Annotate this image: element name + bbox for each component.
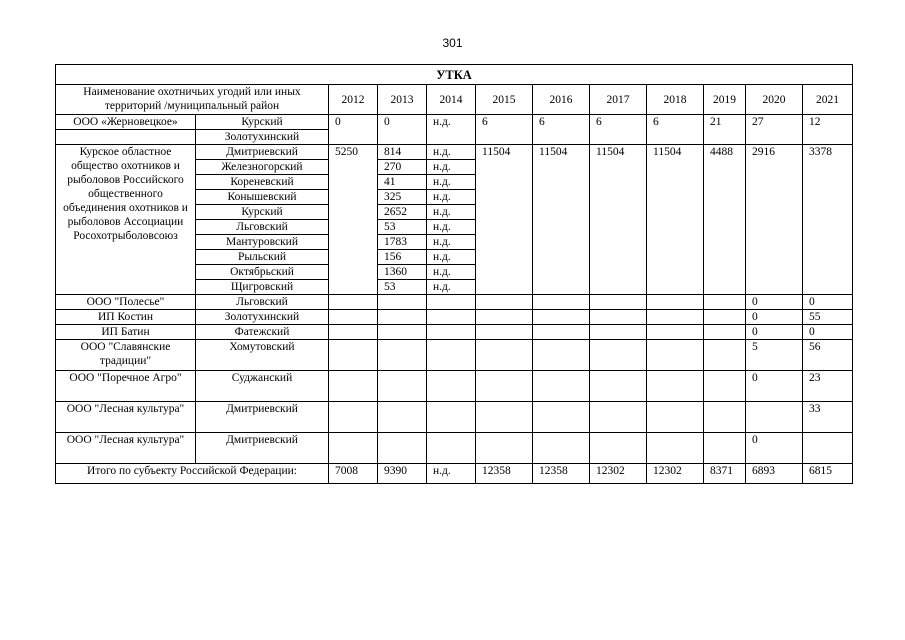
empty-cell — [533, 433, 590, 464]
district-name: Суджанский — [196, 371, 329, 402]
empty-cell — [533, 325, 590, 340]
empty-cell — [427, 402, 476, 433]
total-value: 12302 — [647, 464, 704, 484]
empty-cell — [704, 295, 746, 310]
empty-cell — [476, 402, 533, 433]
page-number: 301 — [442, 36, 463, 50]
table-row — [56, 371, 853, 402]
district-name: Дмитриевский — [196, 402, 329, 433]
value-cell: 33 — [803, 402, 853, 433]
empty-cell — [476, 295, 533, 310]
empty-cell — [378, 325, 427, 340]
value-cell: н.д. — [427, 220, 476, 235]
org-name: ООО "Лесная культура" — [56, 433, 196, 464]
value-cell: 1360 — [378, 265, 427, 280]
empty-cell — [476, 325, 533, 340]
empty-cell — [590, 371, 647, 402]
empty-cell — [329, 402, 378, 433]
empty-cell — [704, 371, 746, 402]
empty-cell — [533, 295, 590, 310]
empty-cell — [704, 325, 746, 340]
empty-cell — [427, 295, 476, 310]
empty-cell — [378, 402, 427, 433]
district-name: Золотухинский — [196, 130, 329, 145]
header-year-2016: 2016 — [533, 85, 590, 115]
empty-cell — [590, 340, 647, 371]
empty-cell — [704, 402, 746, 433]
value-cell: н.д. — [427, 205, 476, 220]
value-cell: 6 — [647, 115, 704, 145]
value-cell: н.д. — [427, 265, 476, 280]
total-value: 6893 — [746, 464, 803, 484]
value-cell: н.д. — [427, 145, 476, 160]
empty-cell — [329, 433, 378, 464]
value-cell: 4488 — [704, 145, 746, 295]
empty-cell — [647, 310, 704, 325]
empty-cell — [329, 340, 378, 371]
value-cell: 27 — [746, 115, 803, 145]
value-cell: 6 — [533, 115, 590, 145]
empty-cell — [476, 340, 533, 371]
empty-cell — [427, 340, 476, 371]
district-name: Железногорский — [196, 160, 329, 175]
value-cell: н.д. — [427, 160, 476, 175]
value-cell: 11504 — [476, 145, 533, 295]
duck-data-table — [55, 64, 853, 484]
value-cell: 41 — [378, 175, 427, 190]
value-cell: 11504 — [647, 145, 704, 295]
value-cell: 53 — [378, 220, 427, 235]
value-cell: 270 — [378, 160, 427, 175]
value-cell: 0 — [746, 325, 803, 340]
table-row — [56, 115, 853, 130]
district-name: Хомутовский — [196, 340, 329, 371]
empty-cell — [329, 371, 378, 402]
org-name: Курское областное общество охотников и рыболовов Российского общественного объединения охотников и рыболовов Ассоциации Росохотрыболовсоюз — [56, 145, 196, 295]
value-cell: 2652 — [378, 205, 427, 220]
table-row — [56, 325, 853, 340]
value-cell: н.д. — [427, 250, 476, 265]
header-year-2014: 2014 — [427, 85, 476, 115]
value-cell: н.д. — [427, 115, 476, 145]
value-cell: 0 — [746, 371, 803, 402]
value-cell: 2916 — [746, 145, 803, 295]
empty-cell — [427, 325, 476, 340]
district-name: Мантуровский — [196, 235, 329, 250]
value-cell: 3378 — [803, 145, 853, 295]
org-name-empty — [56, 130, 196, 145]
org-name: ООО "Поречное Агро" — [56, 371, 196, 402]
header-year-2021: 2021 — [803, 85, 853, 115]
org-name: ООО "Полесье" — [56, 295, 196, 310]
empty-cell — [378, 433, 427, 464]
value-cell: 11504 — [533, 145, 590, 295]
org-name: ИП Костин — [56, 310, 196, 325]
empty-cell — [590, 433, 647, 464]
empty-cell — [378, 340, 427, 371]
value-cell: 0 — [803, 325, 853, 340]
total-value: 9390 — [378, 464, 427, 484]
table-row — [56, 310, 853, 325]
value-cell: 5 — [746, 340, 803, 371]
total-value: н.д. — [427, 464, 476, 484]
empty-cell — [476, 371, 533, 402]
empty-cell — [590, 402, 647, 433]
value-cell — [746, 402, 803, 433]
value-cell: 325 — [378, 190, 427, 205]
empty-cell — [378, 295, 427, 310]
table-row — [56, 145, 853, 160]
empty-cell — [647, 402, 704, 433]
empty-cell — [476, 433, 533, 464]
value-cell — [803, 433, 853, 464]
value-cell: н.д. — [427, 175, 476, 190]
empty-cell — [647, 433, 704, 464]
org-name: ООО "Лесная культура" — [56, 402, 196, 433]
empty-cell — [378, 310, 427, 325]
total-value: 12358 — [533, 464, 590, 484]
empty-cell — [476, 310, 533, 325]
table-title: УТКА — [56, 65, 853, 85]
district-name: Фатежский — [196, 325, 329, 340]
total-value: 12358 — [476, 464, 533, 484]
value-cell: 0 — [803, 295, 853, 310]
org-name: ИП Батин — [56, 325, 196, 340]
district-name: Дмитриевский — [196, 145, 329, 160]
table-row — [56, 433, 853, 464]
value-cell: н.д. — [427, 235, 476, 250]
empty-cell — [427, 310, 476, 325]
empty-cell — [329, 310, 378, 325]
empty-cell — [647, 371, 704, 402]
empty-cell — [533, 340, 590, 371]
header-year-2015: 2015 — [476, 85, 533, 115]
empty-cell — [590, 295, 647, 310]
empty-cell — [590, 325, 647, 340]
empty-cell — [427, 371, 476, 402]
empty-cell — [590, 310, 647, 325]
district-name: Льговский — [196, 220, 329, 235]
empty-cell — [329, 295, 378, 310]
value-cell: н.д. — [427, 280, 476, 295]
value-cell: 0 — [746, 433, 803, 464]
value-cell: н.д. — [427, 190, 476, 205]
header-name-column: Наименование охотничьих угодий или иных территорий /муниципальный район — [56, 85, 329, 115]
empty-cell — [533, 371, 590, 402]
value-cell: 5250 — [329, 145, 378, 295]
empty-cell — [647, 295, 704, 310]
value-cell: 0 — [746, 295, 803, 310]
empty-cell — [427, 433, 476, 464]
empty-cell — [329, 325, 378, 340]
value-cell: 156 — [378, 250, 427, 265]
header-year-2019: 2019 — [704, 85, 746, 115]
value-cell: 11504 — [590, 145, 647, 295]
header-year-2012: 2012 — [329, 85, 378, 115]
value-cell: 1783 — [378, 235, 427, 250]
empty-cell — [704, 310, 746, 325]
total-row — [56, 464, 853, 484]
value-cell: 0 — [329, 115, 378, 145]
district-name: Конышевский — [196, 190, 329, 205]
empty-cell — [647, 340, 704, 371]
value-cell: 6 — [590, 115, 647, 145]
table-row — [56, 402, 853, 433]
value-cell: 53 — [378, 280, 427, 295]
value-cell: 21 — [704, 115, 746, 145]
district-name: Кореневский — [196, 175, 329, 190]
total-value: 7008 — [329, 464, 378, 484]
header-year-2020: 2020 — [746, 85, 803, 115]
value-cell: 12 — [803, 115, 853, 145]
value-cell: 6 — [476, 115, 533, 145]
empty-cell — [533, 310, 590, 325]
value-cell: 814 — [378, 145, 427, 160]
table-row — [56, 295, 853, 310]
org-name: ООО "Славянские традиции" — [56, 340, 196, 371]
district-name: Щигровский — [196, 280, 329, 295]
header-year-2018: 2018 — [647, 85, 704, 115]
value-cell: 0 — [746, 310, 803, 325]
empty-cell — [647, 325, 704, 340]
district-name: Курский — [196, 115, 329, 130]
district-name: Дмитриевский — [196, 433, 329, 464]
value-cell: 0 — [378, 115, 427, 145]
header-year-2017: 2017 — [590, 85, 647, 115]
empty-cell — [704, 340, 746, 371]
district-name: Октябрьский — [196, 265, 329, 280]
total-value: 12302 — [590, 464, 647, 484]
empty-cell — [378, 371, 427, 402]
district-name: Рыльский — [196, 250, 329, 265]
value-cell: 56 — [803, 340, 853, 371]
empty-cell — [533, 402, 590, 433]
org-name: ООО «Жерновецкое» — [56, 115, 196, 130]
total-value: 6815 — [803, 464, 853, 484]
value-cell: 23 — [803, 371, 853, 402]
total-label: Итого по субъекту Российской Федерации: — [56, 464, 329, 484]
header-year-2013: 2013 — [378, 85, 427, 115]
value-cell: 55 — [803, 310, 853, 325]
district-name: Льговский — [196, 295, 329, 310]
table-row — [56, 340, 853, 371]
district-name: Золотухинский — [196, 310, 329, 325]
empty-cell — [704, 433, 746, 464]
district-name: Курский — [196, 205, 329, 220]
total-value: 8371 — [704, 464, 746, 484]
